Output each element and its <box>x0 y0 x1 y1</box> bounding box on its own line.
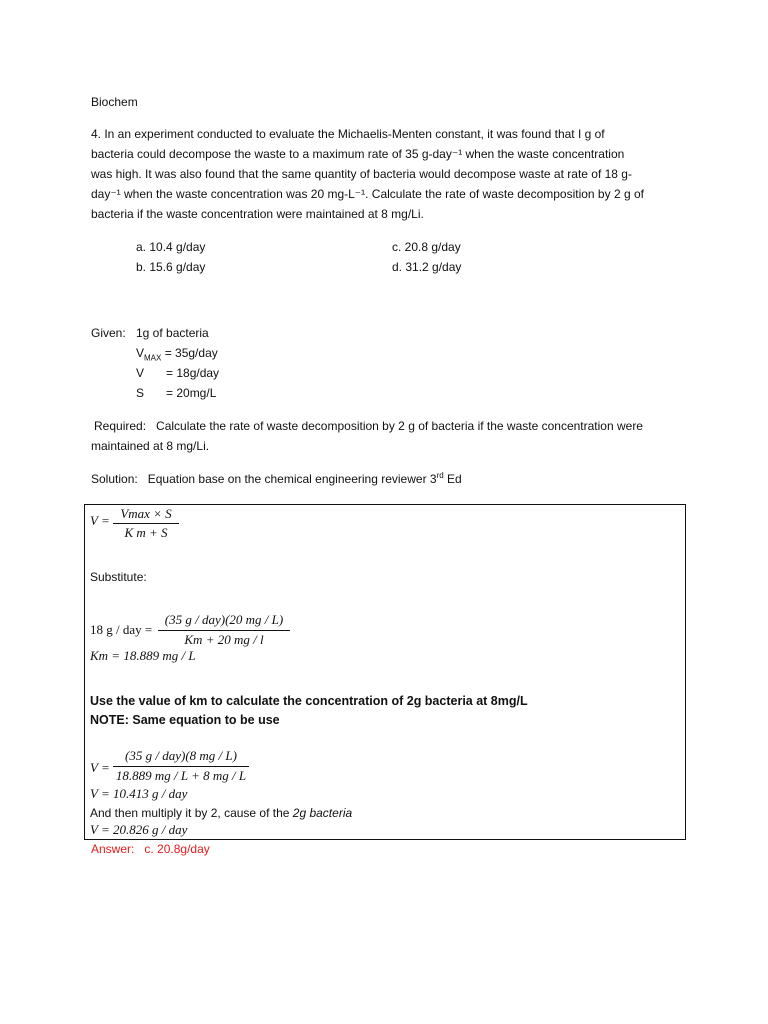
solution-label: Solution: <box>91 472 138 486</box>
multiply-line: And then multiply it by 2, cause of the 2g bacteria <box>90 806 353 820</box>
eq2-numerator: (35 g / day)(20 mg / L) <box>164 612 284 627</box>
problem-line: bacteria if the waste concentration were maintained at 8 mg/Li. <box>91 207 424 221</box>
choice-b: b. 15.6 g/day <box>136 260 206 274</box>
problem-line: was high. It was also found that the same quantity of bacteria would decompose waste at rate of 18 g- <box>91 167 632 181</box>
note-line: Use the value of km to calculate the concentration of 2g bacteria at 8mg/L <box>90 694 528 708</box>
given-bacteria: 1g of bacteria <box>136 326 209 340</box>
subject-heading: Biochem <box>91 95 138 109</box>
eq1-denominator: K m + S <box>124 525 168 540</box>
given-label: Given: <box>91 326 126 340</box>
choice-a: a. 10.4 g/day <box>136 240 206 254</box>
final-result: V = 20.826 g / day <box>90 822 188 837</box>
answer-line <box>91 839 210 859</box>
answer-value: c. 20.8g/day <box>144 842 210 856</box>
eq2-denominator: Km + 20 mg / l <box>184 632 264 647</box>
solution-box <box>84 504 686 840</box>
eq3-lhs: V = <box>90 760 110 775</box>
required-label: Required: <box>94 419 147 433</box>
eq3-denominator: 18.889 mg / L + 8 mg / L <box>115 768 247 783</box>
eq2-fraction <box>158 611 290 649</box>
answer-label: Answer: <box>91 842 135 856</box>
substitute-label: Substitute: <box>90 570 147 584</box>
choice-c: c. 20.8 g/day <box>392 240 461 254</box>
given-s-symbol: S <box>136 386 145 400</box>
eq2-lhs: 18 g / day = <box>90 622 153 637</box>
problem-line: day⁻¹ when the waste concentration was 20 mg-L⁻¹. Calculate the rate of waste decomposition by 2 g of <box>91 187 644 201</box>
eq1-lhs: V = <box>90 513 110 528</box>
given-s-value: = 20mg/L <box>166 386 217 400</box>
eq3-result: V = 10.413 g / day <box>90 786 188 801</box>
solution-line: Solution: Equation base on the chemical engineering reviewer 3rd Ed <box>91 471 462 486</box>
given-vmax: $V_{MAX} = 35g/day$ <box>136 346 218 363</box>
choice-d: d. 31.2 g/day <box>392 260 462 274</box>
required-line: Required: Calculate the rate of waste decomposition by 2 g of bacteria if the waste concentration were <box>94 419 643 433</box>
eq1-fraction <box>113 505 179 541</box>
eq1-numerator: Vmax × S <box>120 506 172 521</box>
eq3-fraction <box>113 747 249 785</box>
given-v-value: = 18g/day <box>166 366 220 380</box>
required-line: maintained at 8 mg/Li. <box>91 439 210 453</box>
eq2-result: Km = 18.889 mg / L <box>90 648 196 663</box>
given-v-symbol: V <box>136 366 145 380</box>
problem-line: bacteria could decompose the waste to a maximum rate of 35 g-day⁻¹ when the waste concentration <box>91 147 625 161</box>
eq3-numerator: (35 g / day)(8 mg / L) <box>125 748 237 763</box>
problem-line: 4. In an experiment conducted to evaluate the Michaelis-Menten constant, it was found that I g of <box>91 127 605 141</box>
note-line: NOTE: Same equation to be use <box>90 713 280 727</box>
